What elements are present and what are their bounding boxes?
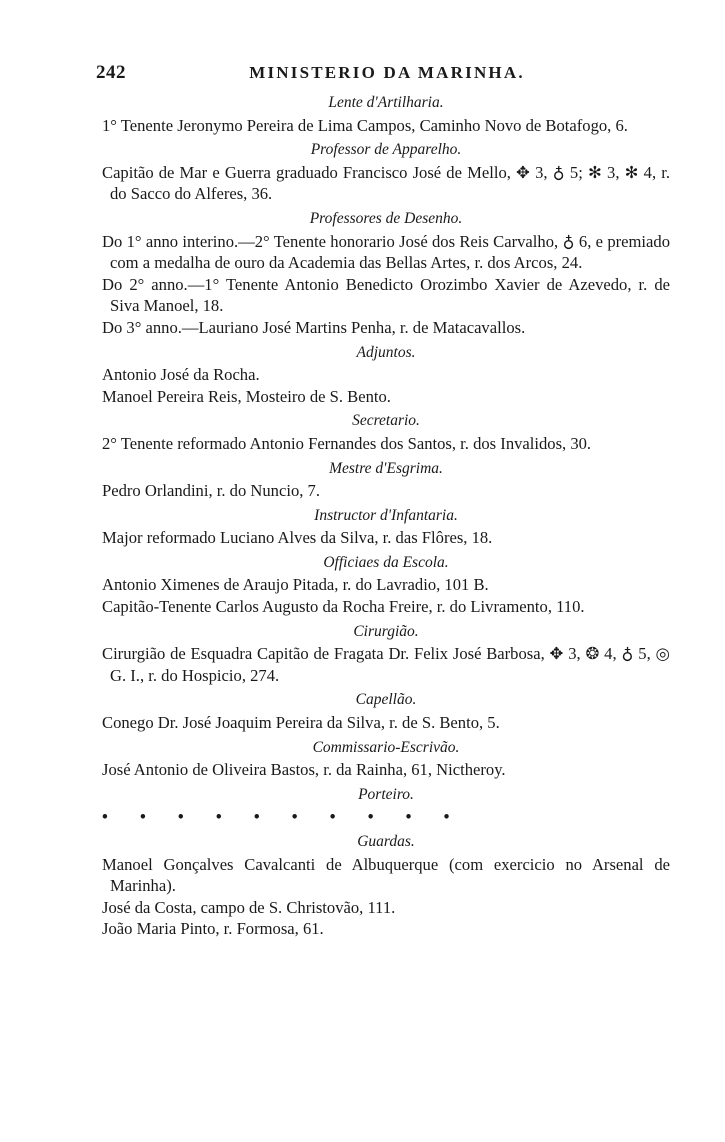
entry: Manoel Pereira Reis, Mosteiro de S. Bento. — [102, 386, 391, 406]
running-title: MINISTERIO DA MARINHA. — [249, 63, 525, 82]
entry: Do 3° anno.—Lauriano José Martins Penha, r. de Matacavallos. — [102, 317, 526, 337]
section-heading: Adjuntos. — [356, 343, 416, 361]
entry: Cirurgião de Esquadra Capitão de Fragata Dr. Felix José Barbosa, ✥ 3, ❂ 4, ♁ 5, ◎ G. I., r. do Hospicio, 274. — [102, 644, 670, 685]
entry: 2° Tenente reformado Antonio Fernandes dos Santos, r. dos Invalidos, 30. — [102, 433, 592, 453]
entry: José da Costa, campo de S. Christovão, 111. — [102, 897, 396, 917]
entry: Major reformado Luciano Alves da Silva, r. das Flôres, 18. — [102, 528, 493, 548]
entry: Do 1° anno interino.—2° Tenente honorario José dos Reis Carvalho, ♁ 6, e premiado com a medalha de ouro da Academia das Bellas Artes, r. dos Arcos, 24. — [102, 231, 670, 273]
porteiro-dots: • • • • • • • • • • — [102, 807, 464, 827]
entry: 1° Tenente Jeronymo Pereira de Lima Campos, Caminho Novo de Botafogo, 6. — [102, 115, 628, 135]
section-heading: Guardas. — [357, 833, 415, 850]
section-heading: Porteiro. — [358, 785, 414, 803]
section-heading: Officiaes da Escola. — [323, 553, 449, 571]
section-heading: Secretario. — [352, 412, 420, 430]
section-heading: Capellão. — [355, 691, 417, 709]
section-heading: Professores de Desenho. — [309, 209, 463, 227]
section-heading: Instructor d'Infantaria. — [314, 506, 458, 524]
entry: Capitão de Mar e Guerra graduado Francisco José de Mello, ✥ 3, ♁ 5; ✻ 3, ✻ 4, r. do Sacco do Alferes, 36. — [102, 162, 670, 204]
section-heading: Mestre d'Esgrima. — [329, 459, 443, 477]
entry: Do 2° anno.—1° Tenente Antonio Benedicto Orozimbo Xavier de Azevedo, r. de Siva Manoel, 18. — [102, 274, 670, 316]
section-heading: Professor de Apparelho. — [310, 141, 462, 159]
entry: Capitão-Tenente Carlos Augusto da Rocha Freire, r. do Livramento, 110. — [102, 597, 585, 617]
section-heading: Cirurgião. — [353, 622, 419, 640]
entry: Manoel Gonçalves Cavalcanti de Albuquerque (com exercicio no Arsenal de Marinha). — [102, 854, 670, 896]
page-number: 242 — [96, 62, 126, 83]
entry: Pedro Orlandini, r. do Nuncio, 7. — [102, 481, 320, 501]
section-heading: Commissario-Escrivão. — [312, 738, 460, 756]
entry: João Maria Pinto, r. Formosa, 61. — [102, 919, 324, 939]
entry: José Antonio de Oliveira Bastos, r. da Rainha, 61, Nictheroy. — [102, 760, 506, 780]
page-body — [102, 92, 670, 940]
running-header — [96, 62, 678, 88]
entry: Conego Dr. José Joaquim Pereira da Silva, r. de S. Bento, 5. — [102, 713, 500, 733]
section-heading: Lente d'Artilharia. — [328, 94, 444, 111]
entry: Antonio José da Rocha. — [102, 365, 260, 385]
entry: Antonio Ximenes de Araujo Pitada, r. do Lavradio, 101 B. — [102, 575, 489, 595]
